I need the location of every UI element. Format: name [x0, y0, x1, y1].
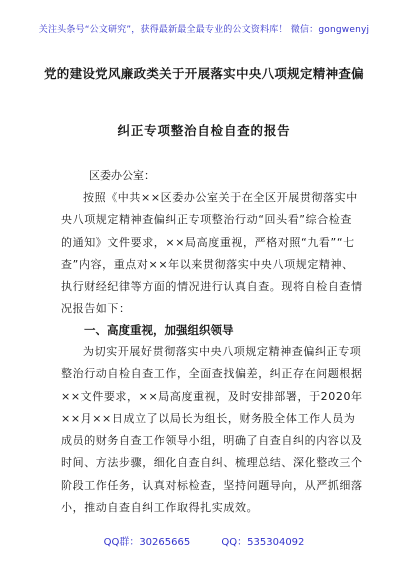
document-title-line-1: 党的建设党风廉政类关于开展落实中央八项规定精神查偏 [43, 66, 364, 81]
qq-number: QQ：535304092 [221, 537, 305, 548]
footer-contact [0, 533, 408, 548]
document-title-line-2: 纠正专项整治自检自查的报告 [117, 123, 291, 138]
paragraph-intro: 按照《中共××区委办公室关于在全区开展贯彻落实中央八项规定精神查偏纠正专项整治行动“回头看”综合检查的通知》文件要求，××局高度重视，严格对照“九看”“七查”内容，重点对××年以来贯彻落实中央八项规定精神、执行财经纪律等方面的情况进行认真自查。现将自检自查情况报告如下： [61, 191, 363, 316]
qq-group-number: QQ群：30265665 [103, 537, 191, 548]
section-heading-1: 一、高度重视，加强组织领导 [84, 323, 234, 337]
paragraph-section-1: 为切实开展好贯彻落实中央八项规定精神查偏纠正专项整治行动自检自查工作，全面查找偏差，纠正存在问题根据××文件要求，××局高度重视，及时安排部署，于2020年××月××日成立了以局长为组长，财务股全体工作人员为成员的财务自查工作领导小组，明确了自查自纠的内容以及时间、方法步骤，细化自查自纠、梳理总结、深化整改三个阶段工作任务，认真对标检查，坚持问题导向，从严抓细落小，推动自查自纠工作取得扎实成效。 [61, 345, 363, 515]
salutation: 区委办公室： [89, 169, 155, 182]
header-notice: 关注头条号“公文研究”，获得最新最全最专业的公文资料库！ 微信：gongwenyj [38, 25, 370, 35]
